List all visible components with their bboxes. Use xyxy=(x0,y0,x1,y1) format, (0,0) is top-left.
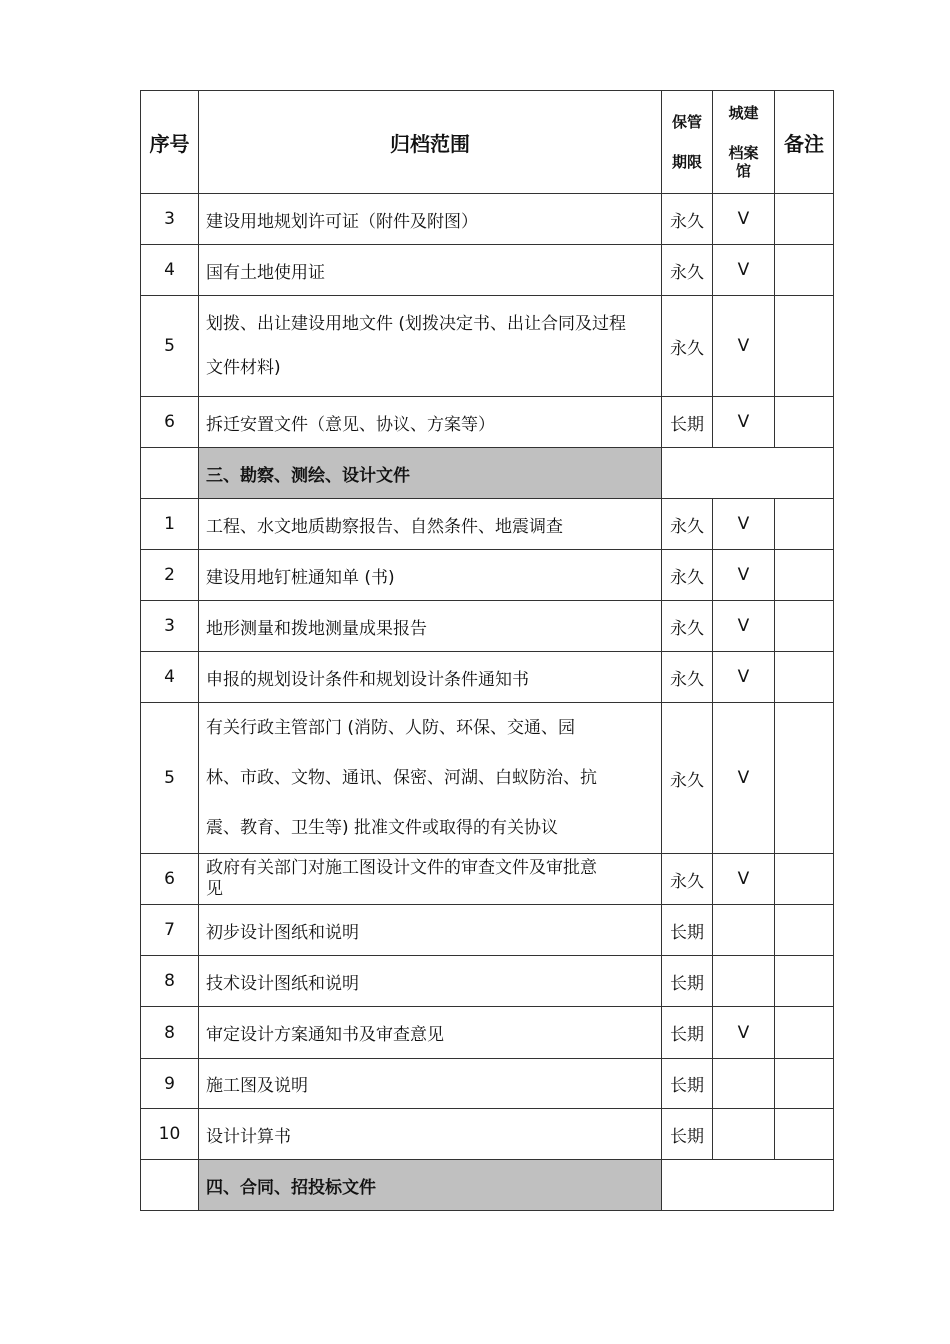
table-row xyxy=(141,956,834,1007)
table-row xyxy=(141,1059,834,1109)
row-number: 4 xyxy=(141,652,199,703)
row-number: 5 xyxy=(141,296,199,397)
row-city-archive-mark: V xyxy=(713,296,775,397)
row-city-archive-mark: V xyxy=(713,194,775,245)
row-scope: 施工图及说明 xyxy=(199,1059,662,1109)
row-city-archive-mark xyxy=(713,1109,775,1160)
row-scope: 政府有关部门对施工图设计文件的审查文件及审批意 见 xyxy=(199,854,662,905)
row-scope: 地形测量和拨地测量成果报告 xyxy=(199,601,662,652)
row-number: 9 xyxy=(141,1059,199,1109)
row-scope: 国有土地使用证 xyxy=(199,245,662,296)
row-scope: 划拨、出让建设用地文件 (划拨决定书、出让合同及过程 文件材料) xyxy=(199,296,662,397)
row-remarks xyxy=(775,397,834,448)
row-scope: 设计计算书 xyxy=(199,1109,662,1160)
section-empty-cell xyxy=(662,448,834,499)
row-number: 8 xyxy=(141,1007,199,1059)
header-archive-scope: 归档范围 xyxy=(199,91,662,194)
table-row xyxy=(141,194,834,245)
row-retention: 永久 xyxy=(662,652,713,703)
archive-scope-table xyxy=(140,90,834,1211)
table-row xyxy=(141,652,834,703)
row-retention: 长期 xyxy=(662,1007,713,1059)
section-title: 四、合同、招投标文件 xyxy=(199,1160,662,1211)
row-number: 8 xyxy=(141,956,199,1007)
row-scope: 拆迁安置文件（意见、协议、方案等） xyxy=(199,397,662,448)
row-number: 3 xyxy=(141,601,199,652)
row-scope: 申报的规划设计条件和规划设计条件通知书 xyxy=(199,652,662,703)
table-row xyxy=(141,601,834,652)
row-remarks xyxy=(775,499,834,550)
row-city-archive-mark xyxy=(713,905,775,956)
row-retention: 永久 xyxy=(662,194,713,245)
row-remarks xyxy=(775,194,834,245)
row-number: 4 xyxy=(141,245,199,296)
row-remarks xyxy=(775,1109,834,1160)
row-city-archive-mark: V xyxy=(713,245,775,296)
row-city-archive-mark xyxy=(713,1059,775,1109)
row-city-archive-mark: V xyxy=(713,601,775,652)
row-scope: 建设用地规划许可证（附件及附图） xyxy=(199,194,662,245)
row-remarks xyxy=(775,245,834,296)
section-empty-cell xyxy=(662,1160,834,1211)
row-scope: 建设用地钉桩通知单 (书) xyxy=(199,550,662,601)
header-remarks: 备注 xyxy=(775,91,834,194)
row-scope: 初步设计图纸和说明 xyxy=(199,905,662,956)
row-number: 6 xyxy=(141,397,199,448)
row-remarks xyxy=(775,601,834,652)
row-number: 1 xyxy=(141,499,199,550)
row-retention: 永久 xyxy=(662,245,713,296)
row-remarks xyxy=(775,956,834,1007)
row-retention: 永久 xyxy=(662,601,713,652)
row-city-archive-mark: V xyxy=(713,499,775,550)
row-number: 5 xyxy=(141,703,199,854)
row-city-archive-mark: V xyxy=(713,703,775,854)
row-retention: 永久 xyxy=(662,550,713,601)
table-row xyxy=(141,854,834,905)
header-city-archive: 城建 档案 馆 xyxy=(713,91,775,194)
section-number-cell xyxy=(141,448,199,499)
row-number: 2 xyxy=(141,550,199,601)
row-retention: 长期 xyxy=(662,956,713,1007)
row-scope: 工程、水文地质勘察报告、自然条件、地震调查 xyxy=(199,499,662,550)
row-scope: 有关行政主管部门 (消防、人防、环保、交通、园 林、市政、文物、通讯、保密、河湖、白蚁防治、抗 震、教育、卫生等) 批准文件或取得的有关协议 xyxy=(199,703,662,854)
row-number: 7 xyxy=(141,905,199,956)
row-city-archive-mark: V xyxy=(713,1007,775,1059)
section-header-row xyxy=(141,448,834,499)
row-retention: 永久 xyxy=(662,703,713,854)
table-row xyxy=(141,245,834,296)
row-number: 3 xyxy=(141,194,199,245)
row-retention: 长期 xyxy=(662,905,713,956)
row-retention: 永久 xyxy=(662,854,713,905)
section-title: 三、勘察、测绘、设计文件 xyxy=(199,448,662,499)
table-row xyxy=(141,905,834,956)
row-retention: 长期 xyxy=(662,397,713,448)
row-scope: 审定设计方案通知书及审查意见 xyxy=(199,1007,662,1059)
row-city-archive-mark xyxy=(713,956,775,1007)
row-city-archive-mark: V xyxy=(713,854,775,905)
row-remarks xyxy=(775,1007,834,1059)
row-retention: 永久 xyxy=(662,499,713,550)
table-row xyxy=(141,550,834,601)
row-number: 6 xyxy=(141,854,199,905)
row-remarks xyxy=(775,905,834,956)
row-number: 10 xyxy=(141,1109,199,1160)
header-serial-number: 序号 xyxy=(141,91,199,194)
section-header-row xyxy=(141,1160,834,1211)
table-row xyxy=(141,1109,834,1160)
row-remarks xyxy=(775,854,834,905)
row-city-archive-mark: V xyxy=(713,652,775,703)
row-remarks xyxy=(775,1059,834,1109)
archive-table-sheet xyxy=(140,90,831,1211)
row-retention: 永久 xyxy=(662,296,713,397)
row-retention: 长期 xyxy=(662,1059,713,1109)
table-row xyxy=(141,397,834,448)
section-number-cell xyxy=(141,1160,199,1211)
table-header-row xyxy=(141,91,834,194)
row-remarks xyxy=(775,703,834,854)
row-remarks xyxy=(775,550,834,601)
row-remarks xyxy=(775,652,834,703)
row-retention: 长期 xyxy=(662,1109,713,1160)
row-city-archive-mark: V xyxy=(713,397,775,448)
row-remarks xyxy=(775,296,834,397)
table-row xyxy=(141,1007,834,1059)
header-retention-period: 保管 期限 xyxy=(662,91,713,194)
table-row xyxy=(141,499,834,550)
row-scope: 技术设计图纸和说明 xyxy=(199,956,662,1007)
table-row xyxy=(141,296,834,397)
table-row xyxy=(141,703,834,854)
row-city-archive-mark: V xyxy=(713,550,775,601)
